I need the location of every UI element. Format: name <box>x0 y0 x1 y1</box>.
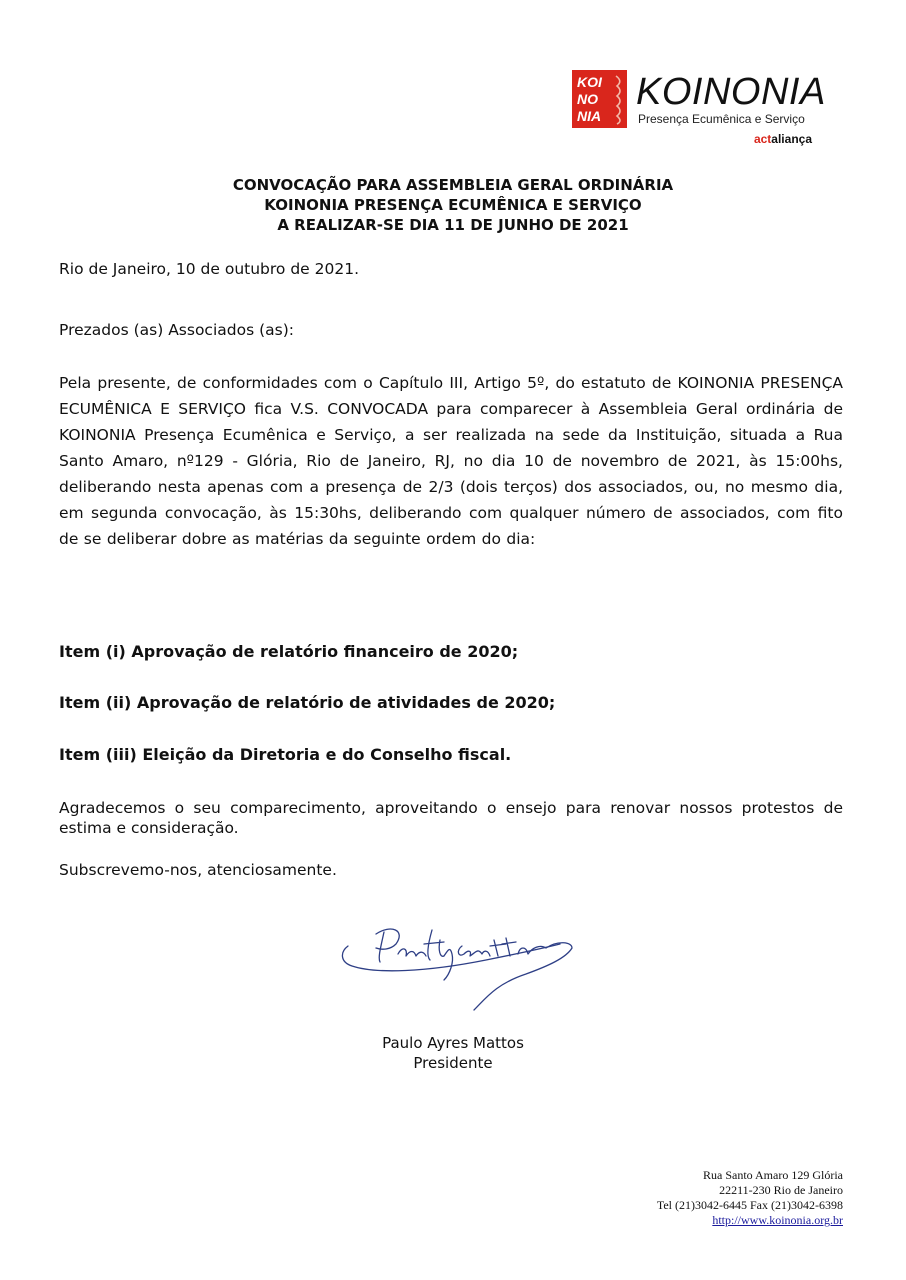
salutation: Prezados (as) Associados (as): <box>59 321 294 339</box>
koinonia-logo <box>572 70 826 148</box>
logo-name: KOINONIA <box>636 71 826 113</box>
footer-address-line: 22211-230 Rio de Janeiro <box>719 1183 843 1197</box>
agenda-item: Item (i) Aprovação de relatório financeiro de 2020; <box>59 642 519 661</box>
footer-address-line: Rua Santo Amaro 129 Glória <box>703 1168 843 1182</box>
logo-ornament-icon <box>614 73 625 125</box>
logo-mark-line: NIA <box>577 108 602 124</box>
document-heading <box>0 175 906 235</box>
date-line: Rio de Janeiro, 10 de outubro de 2021. <box>59 260 360 278</box>
closing-paragraph: Agradecemos o seu comparecimento, aproveitando o ensejo para renovar nossos protestos de estima e consideração. <box>59 799 843 837</box>
signatory-role: Presidente <box>413 1054 493 1072</box>
footer-website-link[interactable]: http://www.koinonia.org.br <box>712 1213 843 1227</box>
actalianca-logo <box>754 132 812 146</box>
logo-subtitle: Presença Ecumênica e Serviço <box>638 112 805 126</box>
footer-address-block <box>657 1168 843 1228</box>
actalianca-prefix: act <box>753 132 772 146</box>
logo-mark-line: KOI <box>577 74 602 90</box>
agenda-item: Item (ii) Aprovação de relatório de atividades de 2020; <box>59 693 556 712</box>
handwritten-signature <box>336 910 586 1015</box>
signoff: Subscrevemo-nos, atenciosamente. <box>59 861 337 879</box>
heading-line: KOINONIA PRESENÇA ECUMÊNICA E SERVIÇO <box>264 196 642 214</box>
signatory-name: Paulo Ayres Mattos <box>382 1034 524 1052</box>
agenda-item: Item (iii) Eleição da Diretoria e do Conselho fiscal. <box>59 745 512 764</box>
actalianca-suffix: aliança <box>771 132 812 146</box>
heading-line: A REALIZAR-SE DIA 11 DE JUNHO DE 2021 <box>277 216 629 234</box>
body-paragraph: Pela presente, de conformidades com o Capítulo III, Artigo 5º, do estatuto de KOINONIA PRESENÇA ECUMÊNICA E SERVIÇO fica V.S. CONVOCADA para comparecer à Assembleia Geral ordinária de KOINONIA Presença Ecumênica e Serviço, a ser realizada na sede da Instituição, situada a Rua Santo Amaro, nº129 - Glória, Rio de Janeiro, RJ, no dia 10 de novembro de 2021, às 15:00hs, deliberando nesta apenas com a presença de 2/3 (dois terços) dos associados, ou, no mesmo dia, em segunda convocação, às 15:30hs, deliberando com qualquer número de associados, com fito de se deliberar dobre as matérias da seguinte ordem do dia: <box>59 374 843 548</box>
heading-line: CONVOCAÇÃO PARA ASSEMBLEIA GERAL ORDINÁRIA <box>232 176 674 194</box>
logo-mark-line: NO <box>577 91 598 107</box>
footer-phone: Tel (21)3042-6445 Fax (21)3042-6398 <box>656 1198 843 1212</box>
logo-mark <box>572 70 627 128</box>
